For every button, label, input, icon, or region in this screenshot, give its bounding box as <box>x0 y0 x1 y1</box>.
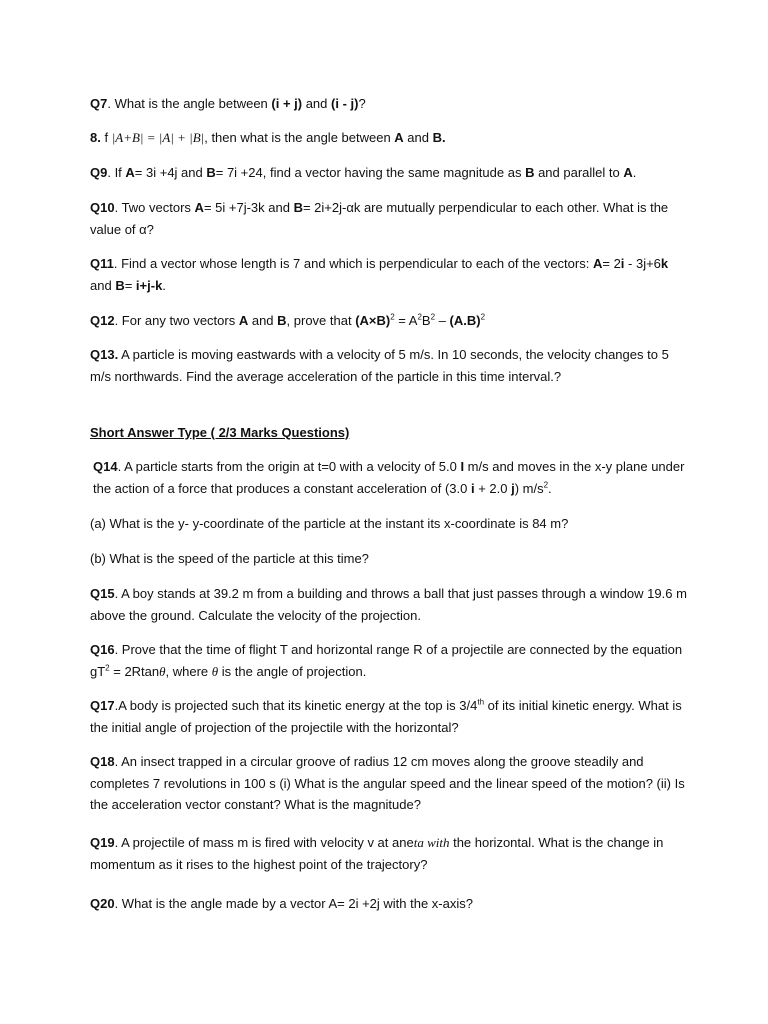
question-number: Q9 <box>90 165 108 180</box>
question-number: Q15 <box>90 586 115 601</box>
question-number: Q7 <box>90 96 108 111</box>
vector-equation: |A+B| = |A| + |B| <box>111 130 205 145</box>
question-q19: Q19. A projectile of mass m is fired with velocity v at aneta with the horizontal. What is the change in momentum as it rises to the highest point of the trajectory? <box>90 835 664 872</box>
question-q8: 8. f |A+B| = |A| + |B|, then what is the angle between A and B. <box>90 130 446 145</box>
question-number: Q11 <box>90 256 114 271</box>
question-q16: Q16. Prove that the time of flight T and horizontal range R of a projectile are connected by the equation $gT^2 = 2Rtan\theta$, where θ is the angle of projection. <box>90 642 683 679</box>
question-number: 8. <box>90 130 101 145</box>
question-number: Q16 <box>90 642 115 657</box>
question-number: Q12 <box>90 313 115 328</box>
question-number: Q19 <box>90 835 115 850</box>
question-q20: Q20. What is the angle made by a vector A= 2i +2j with the x-axis? <box>90 896 473 911</box>
question-q17: Q17.A body is projected such that its kinetic energy at the top is 3/4th of its initial kinetic energy. What is the initial angle of projection of the projectile with the horizontal? <box>90 697 682 735</box>
section-heading: Short Answer Type ( 2/3 Marks Questions) <box>90 425 350 440</box>
question-q9: Q9. If A= 3i +4j and B= 7i +24, find a vector having the same magnitude as B and parallel to A. <box>90 165 637 180</box>
question-q13: Q13. A particle is moving eastwards with a velocity of 5 m/s. In 10 seconds, the velocity changes to 5 m/s northwards. Find the average acceleration of the particle in this time interval.? <box>90 347 669 384</box>
question-q15: Q15. A boy stands at 39.2 m from a building and throws a ball that just passes through a window 19.6 m above the ground. Calculate the velocity of the projection. <box>90 586 687 623</box>
question-q14b: (b) What is the speed of the particle at this time? <box>90 551 369 566</box>
question-q14: Q14. A particle starts from the origin at t=0 with a velocity of 5.0 I m/s and moves in the x-y plane under the action of a force that produces a constant acceleration of (3.0 i + 2.0 j) $m/s^2$. <box>93 459 685 496</box>
question-q11: Q11. Find a vector whose length is 7 and which is perpendicular to each of the vectors: A= 2i - 3j+6k and B= i+j-k. <box>90 256 669 293</box>
question-number: Q13. <box>90 347 119 362</box>
question-q18: Q18. An insect trapped in a circular groove of radius 12 cm moves along the groove steadily and completes 7 revolutions in 100 s (i) What is the angular speed and the linear speed of the motion? (ii) Is the acceleration vector constant? What is the magnitude? <box>90 754 685 812</box>
question-number: Q20 <box>90 896 115 911</box>
question-number: Q14 <box>93 459 118 474</box>
question-number: Q18 <box>90 754 115 769</box>
question-q12: Q12. For any two vectors A and B, prove that $(A\times B)^2 = A^2B^2 - (A.B)^2$ <box>90 312 486 328</box>
question-number: Q10 <box>90 200 115 215</box>
question-q7: Q7. What is the angle between (i + j) and (i - j)? <box>90 96 366 111</box>
question-q14a: (a) What is the y- y-coordinate of the particle at the instant its x-coordinate is 84 m? <box>90 516 569 531</box>
question-number: Q17 <box>90 698 115 713</box>
question-q10: Q10. Two vectors A= 5i +7j-3k and B= 2i+2j-αk are mutually perpendicular to each other. What is the value of α? <box>90 200 669 237</box>
